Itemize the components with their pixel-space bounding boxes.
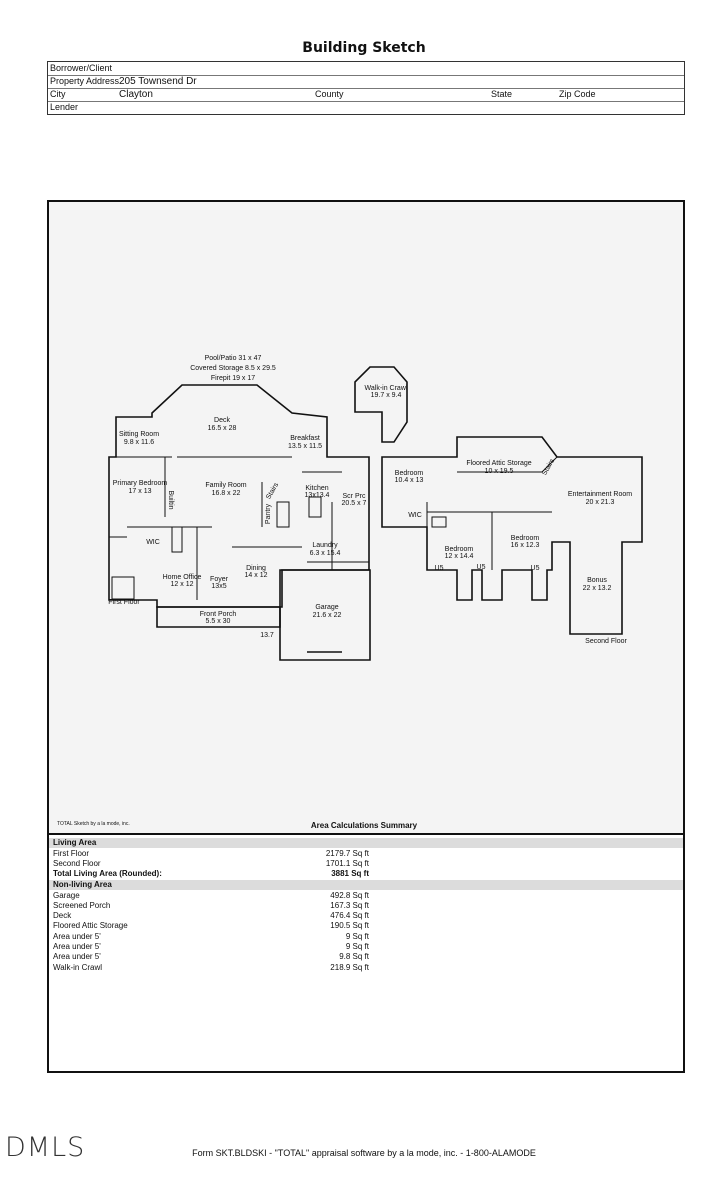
room-primary-size: 17 x 13 bbox=[128, 488, 152, 495]
nonliving-row-label: Screened Porch bbox=[53, 901, 111, 910]
nonliving-area-header: Non-living Area bbox=[49, 880, 683, 890]
form-footer: Form SKT.BLDSKI - "TOTAL" appraisal software by a la mode, inc. - 1-800-ALAMODE bbox=[192, 1148, 536, 1158]
exterior-note-3: Firepit 19 x 17 bbox=[210, 375, 256, 382]
city-row bbox=[48, 88, 684, 102]
address-row bbox=[48, 75, 684, 89]
room-bedroom3-size: 12 x 14.4 bbox=[444, 553, 474, 560]
room-breakfast-name: Breakfast bbox=[290, 435, 320, 442]
stair-block bbox=[277, 502, 289, 527]
room-dining-name: Dining bbox=[246, 565, 266, 572]
room-family-size: 16.8 x 22 bbox=[211, 490, 241, 497]
first-floor-label: First Floor bbox=[108, 599, 140, 606]
floor-plan-drawing bbox=[49, 202, 683, 833]
nonliving-row-value: 492.8 Sq ft bbox=[330, 891, 369, 900]
room-breakfast-size: 13.5 x 11.5 bbox=[287, 443, 323, 450]
room-laundry-name: Laundry bbox=[312, 542, 338, 549]
wic-label: WIC bbox=[146, 539, 160, 546]
living-row-label: Second Floor bbox=[53, 859, 101, 868]
nonliving-row-label: Deck bbox=[53, 911, 72, 920]
room-deck-name: Deck bbox=[214, 417, 230, 424]
dmls-logo: DMLS bbox=[5, 1132, 86, 1163]
living-area-header: Living Area bbox=[49, 838, 683, 848]
room-scrprc-size: 20.5 x 7 bbox=[341, 500, 367, 507]
room-bedroom2-name: Bedroom bbox=[394, 470, 424, 477]
address-label: Property Address bbox=[50, 76, 120, 86]
room-garage-name: Garage bbox=[315, 604, 339, 611]
room-garage-size: 21.6 x 22 bbox=[312, 612, 342, 619]
room-kitchen-name: Kitchen bbox=[305, 485, 329, 492]
nonliving-row-value: 476.4 Sq ft bbox=[330, 911, 369, 920]
page-title: Building Sketch bbox=[302, 40, 426, 56]
room-walkin-size: 19.7 x 9.4 bbox=[370, 392, 402, 399]
city-label: City bbox=[50, 89, 66, 99]
room-bonus-name: Bonus bbox=[587, 577, 607, 584]
address-value: 205 Townsend Dr bbox=[119, 76, 197, 87]
total-living-value: 3881 Sq ft bbox=[331, 869, 369, 878]
walkin-crawl-outline bbox=[355, 367, 407, 442]
lender-label: Lender bbox=[50, 102, 79, 112]
u5-label-1: U5 bbox=[434, 565, 444, 572]
room-bedroom3-name: Bedroom bbox=[444, 546, 474, 553]
room-bedroom4-size: 16 x 12.3 bbox=[510, 542, 540, 549]
room-scrprc-name: Scr Prc bbox=[342, 493, 366, 500]
zip-label: Zip Code bbox=[559, 89, 596, 99]
room-entertain-size: 20 x 21.3 bbox=[585, 499, 615, 506]
nonliving-row-value: 218.9 Sq ft bbox=[330, 963, 369, 972]
room-sitting-size: 9.8 x 11.6 bbox=[123, 439, 155, 446]
second-floor-label: Second Floor bbox=[585, 638, 627, 645]
room-kitchen-size: 13x13.4 bbox=[304, 492, 330, 499]
stairs2-label: Stairs bbox=[541, 457, 557, 477]
pantry-label: Pantry bbox=[265, 503, 272, 525]
sketch-credit: TOTAL Sketch by a la mode, inc. bbox=[57, 821, 130, 827]
room-foyer-name: Foyer bbox=[210, 576, 228, 583]
u5-label-3: U5 bbox=[530, 565, 540, 572]
summary-title: Area Calculations Summary bbox=[310, 821, 418, 830]
nonliving-row-label: Garage bbox=[53, 891, 80, 900]
room-office-name: Home Office bbox=[162, 574, 202, 581]
room-office-size: 12 x 12 bbox=[170, 581, 194, 588]
room-attic-size: 10 x 19.5 bbox=[484, 468, 514, 475]
living-row-value: 1701.1 Sq ft bbox=[325, 859, 369, 868]
room-bonus-size: 22 x 13.2 bbox=[582, 585, 612, 592]
room-bedroom2-size: 10.4 x 13 bbox=[394, 477, 424, 484]
room-dining-size: 14 x 12 bbox=[244, 572, 268, 579]
room-family-name: Family Room bbox=[205, 482, 247, 489]
nonliving-row-label: Area under 5' bbox=[53, 952, 101, 961]
lender-row bbox=[48, 101, 684, 114]
nonliving-row-value: 9 Sq ft bbox=[345, 942, 369, 951]
property-header bbox=[47, 61, 685, 115]
vanity bbox=[432, 517, 446, 527]
area-summary bbox=[47, 833, 685, 1073]
nonliving-row-value: 167.3 Sq ft bbox=[330, 901, 369, 910]
living-row-label: First Floor bbox=[53, 849, 89, 858]
room-sitting-name: Sitting Room bbox=[118, 431, 160, 438]
corner-tub bbox=[112, 577, 134, 599]
county-label: County bbox=[315, 89, 344, 99]
nonliving-row-label: Area under 5' bbox=[53, 932, 101, 941]
nonliving-row-label: Area under 5' bbox=[53, 942, 101, 951]
room-entertain-name: Entertainment Room bbox=[567, 491, 633, 498]
builtin-label: Builtin bbox=[167, 490, 174, 510]
city-value: Clayton bbox=[119, 89, 153, 100]
room-laundry-size: 6.3 x 15.4 bbox=[309, 550, 341, 557]
building-sketch bbox=[47, 200, 685, 835]
room-bedroom4-name: Bedroom bbox=[510, 535, 540, 542]
kitchen-island bbox=[309, 497, 321, 517]
room-porch-name: Front Porch bbox=[199, 611, 237, 618]
room-primary-name: Primary Bedroom bbox=[112, 480, 168, 487]
room-walkin-name: Walk-in Crawl bbox=[364, 385, 408, 392]
dimension-label: 13.7 bbox=[260, 632, 274, 639]
u5-label-2: U5 bbox=[476, 564, 486, 571]
borrower-label: Borrower/Client bbox=[50, 63, 113, 73]
borrower-row bbox=[48, 62, 684, 76]
nonliving-row-value: 9.8 Sq ft bbox=[339, 952, 369, 961]
room-attic-name: Floored Attic Storage bbox=[466, 460, 532, 467]
nonliving-row-label: Floored Attic Storage bbox=[53, 921, 128, 930]
total-living-label: Total Living Area (Rounded): bbox=[53, 869, 162, 878]
room-foyer-size: 13x5 bbox=[211, 583, 227, 590]
wic2-label: WIC bbox=[408, 512, 422, 519]
nonliving-row-label: Walk-in Crawl bbox=[53, 963, 103, 972]
nonliving-row-value: 9 Sq ft bbox=[345, 932, 369, 941]
tub bbox=[172, 527, 182, 552]
exterior-note-1: Pool/Patio 31 x 47 bbox=[204, 355, 262, 362]
living-row-value: 2179.7 Sq ft bbox=[325, 849, 369, 858]
stairs-label: Stairs bbox=[265, 481, 281, 501]
nonliving-row-value: 190.5 Sq ft bbox=[330, 921, 369, 930]
exterior-note-2: Covered Storage 8.5 x 29.5 bbox=[190, 365, 276, 372]
state-label: State bbox=[491, 89, 513, 99]
room-porch-size: 5.5 x 30 bbox=[205, 618, 231, 625]
room-deck-size: 16.5 x 28 bbox=[207, 425, 237, 432]
